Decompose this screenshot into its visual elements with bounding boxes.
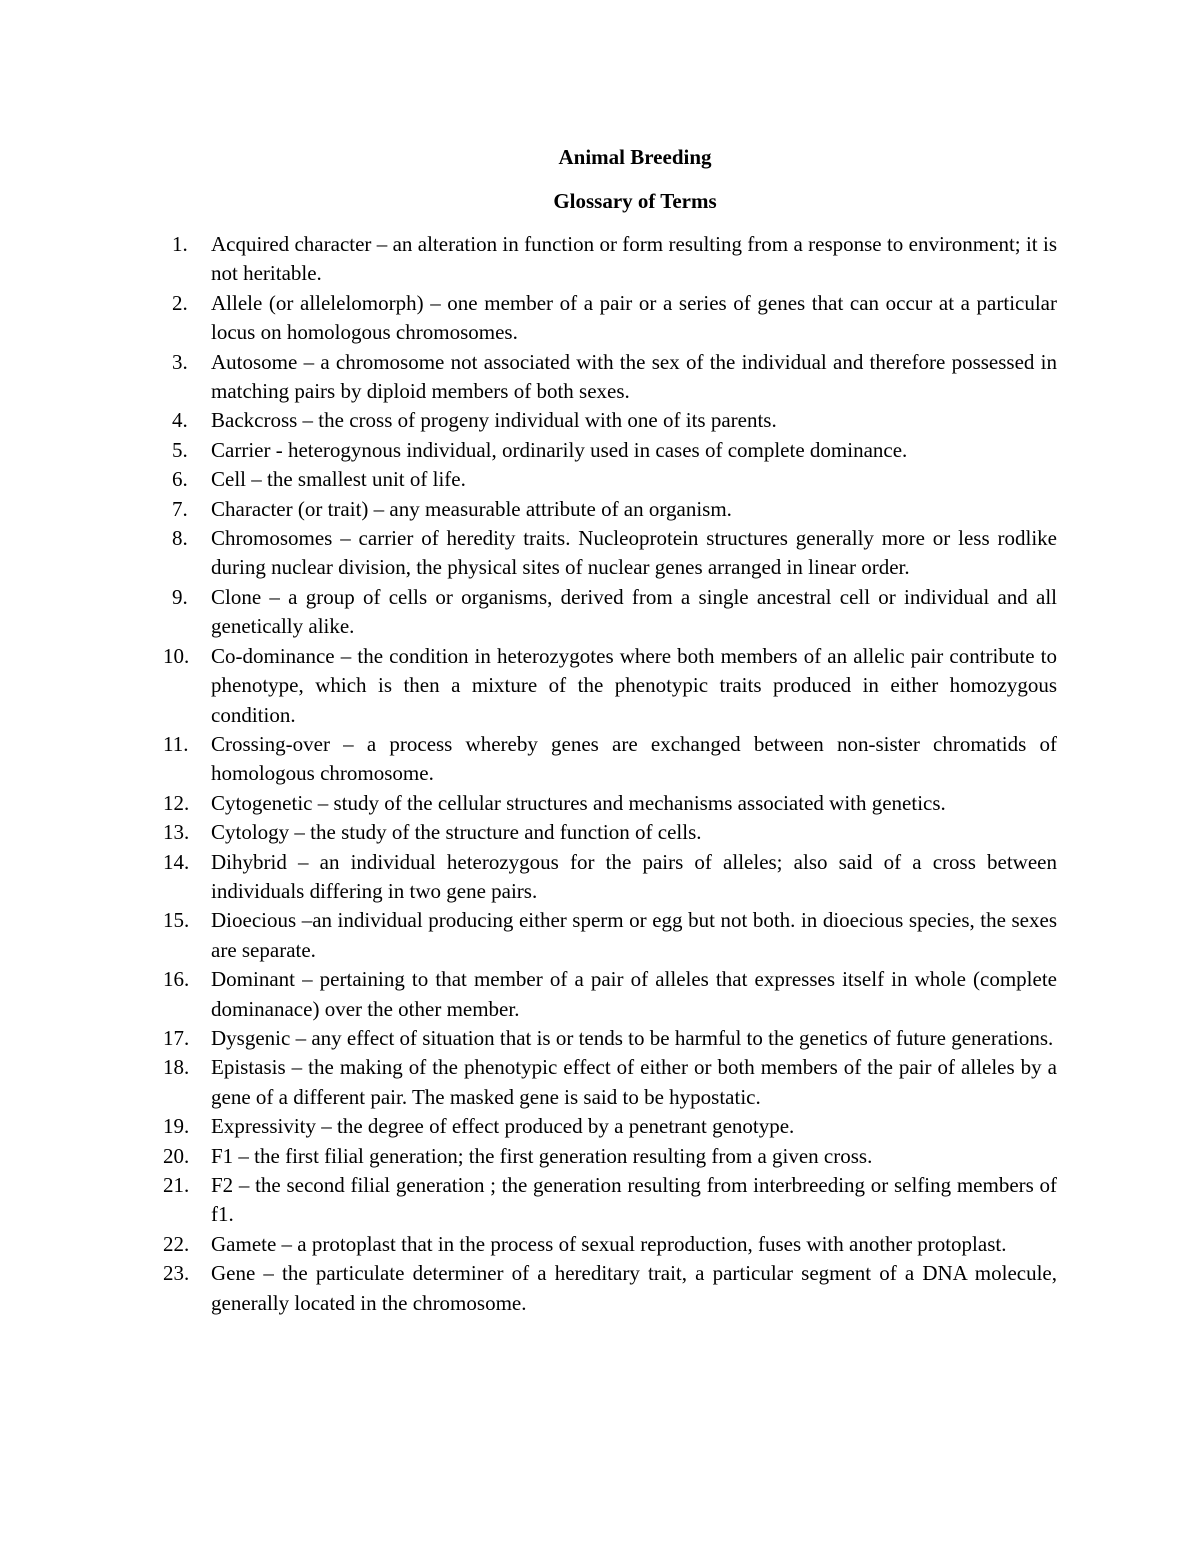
- glossary-entry: [0, 436, 1057, 465]
- glossary-entry: [0, 1142, 1057, 1171]
- entry-text: Clone – a group of cells or organisms, derived from a single ancestral cell or individual and all genetically alike.: [211, 584, 1057, 639]
- entry-text: Gene – the particulate determiner of a hereditary trait, a particular segment of a DNA molecule, generally located in the chromosome.: [211, 1261, 1057, 1315]
- entry-text: Autosome – a chromosome not associated with the sex of the individual and therefore possessed in matching pairs by diploid members of both sexes.: [211, 349, 1057, 404]
- entry-text: Character (or trait) – any measurable attribute of an organism.: [211, 496, 732, 521]
- entry-text: Carrier - heterogynous individual, ordinarily used in cases of complete dominance.: [211, 437, 908, 462]
- entry-text: Dioecious –an individual producing either sperm or egg but not both. in dioecious species, the sexes are separate.: [211, 908, 1057, 962]
- glossary-entry: [0, 348, 1057, 407]
- glossary-entry: [0, 965, 1057, 1024]
- entry-number: 21.: [163, 1173, 190, 1197]
- glossary-entry: [0, 848, 1057, 907]
- entry-text: Crossing-over – a process whereby genes are exchanged between non-sister chromatids of homologous chromosome.: [211, 731, 1057, 786]
- glossary-entry: [0, 495, 1057, 524]
- entry-number: 22.: [163, 1231, 190, 1256]
- entry-text: Epistasis – the making of the phenotypic effect of either or both members of the pair of alleles by a gene of a different pair. The masked gene is said to be hypostatic.: [211, 1055, 1057, 1109]
- entry-number: 4.: [172, 408, 188, 433]
- entry-number: 11.: [163, 731, 189, 756]
- entry-text: Co-dominance – the condition in heterozygotes where both members of an allelic pair contribute to phenotype, which is then a mixture of the phenotypic traits produced in either homozygous condition.: [211, 643, 1057, 727]
- entry-text: Cytogenetic – study of the cellular structures and mechanisms associated with genetics.: [211, 790, 946, 815]
- glossary-entry: [0, 230, 1057, 289]
- entry-text: Gamete – a protoplast that in the process of sexual reproduction, fuses with another protoplast.: [211, 1231, 1007, 1256]
- glossary-entry: [0, 1112, 1057, 1141]
- entry-text: Cell – the smallest unit of life.: [211, 467, 466, 492]
- glossary-entry: [0, 642, 1057, 730]
- glossary-entry: [0, 818, 1057, 847]
- entry-number: 14.: [163, 849, 190, 874]
- entry-text: Acquired character – an alteration in function or form resulting from a response to environment; it is not heritable.: [211, 232, 1057, 286]
- entry-text: Chromosomes – carrier of heredity traits. Nucleoprotein structures generally more or less rodlike during nuclear division, the physical sites of nuclear genes arranged in linear order.: [211, 526, 1057, 580]
- glossary-list: [0, 230, 1200, 1318]
- glossary-entry: [0, 1024, 1057, 1053]
- entry-number: 23.: [163, 1261, 190, 1286]
- entry-text: Backcross – the cross of progeny individual with one of its parents.: [211, 408, 777, 433]
- entry-number: 1.: [172, 232, 188, 256]
- glossary-entry: [0, 406, 1057, 435]
- entry-number: 3.: [172, 349, 188, 374]
- glossary-entry: [0, 1259, 1057, 1318]
- entry-number: 9.: [172, 584, 188, 609]
- entry-text: F2 – the second filial generation ; the generation resulting from interbreeding or selfing members of f1.: [211, 1173, 1057, 1227]
- document-title: Animal Breeding: [558, 145, 712, 169]
- entry-number: 20.: [163, 1143, 190, 1168]
- entry-number: 18.: [163, 1055, 190, 1080]
- entry-text: Dominant – pertaining to that member of a pair of alleles that expresses itself in whole (complete dominanace) over the other member.: [211, 967, 1057, 1021]
- glossary-entry: [0, 524, 1057, 583]
- glossary-entry: [0, 289, 1057, 348]
- glossary-entry: [0, 789, 1057, 818]
- entry-text: Dysgenic – any effect of situation that is or tends to be harmful to the genetics of future generations.: [211, 1025, 1054, 1050]
- entry-number: 5.: [172, 437, 188, 462]
- entry-number: 7.: [172, 496, 188, 521]
- entry-number: 17.: [163, 1025, 190, 1050]
- entry-number: 8.: [172, 526, 188, 551]
- glossary-entry: [0, 1053, 1057, 1112]
- entry-text: Cytology – the study of the structure and function of cells.: [211, 820, 702, 845]
- entry-text: F1 – the first filial generation; the first generation resulting from a given cross.: [211, 1143, 873, 1168]
- entry-number: 16.: [163, 967, 190, 992]
- glossary-entry: [0, 583, 1057, 642]
- entry-number: 10.: [163, 643, 190, 668]
- entry-text: Allele (or allelelomorph) – one member of a pair or a series of genes that can occur at a particular locus on homologous chromosomes.: [211, 290, 1057, 345]
- glossary-entry: [0, 1171, 1057, 1230]
- glossary-entry: [0, 1230, 1057, 1259]
- glossary-entry: [0, 906, 1057, 965]
- entry-number: 15.: [163, 908, 190, 933]
- entry-number: 2.: [172, 290, 188, 315]
- entry-text: Dihybrid – an individual heterozygous for the pairs of alleles; also said of a cross between individuals differing in two gene pairs.: [211, 849, 1057, 903]
- entry-number: 12.: [163, 790, 190, 815]
- entry-number: 19.: [163, 1114, 190, 1139]
- glossary-entry: [0, 465, 1057, 494]
- entry-text: Expressivity – the degree of effect produced by a penetrant genotype.: [211, 1114, 795, 1139]
- document-subtitle: Glossary of Terms: [553, 189, 717, 213]
- entry-number: 6.: [172, 467, 188, 492]
- entry-number: 13.: [163, 820, 190, 845]
- glossary-entry: [0, 730, 1057, 789]
